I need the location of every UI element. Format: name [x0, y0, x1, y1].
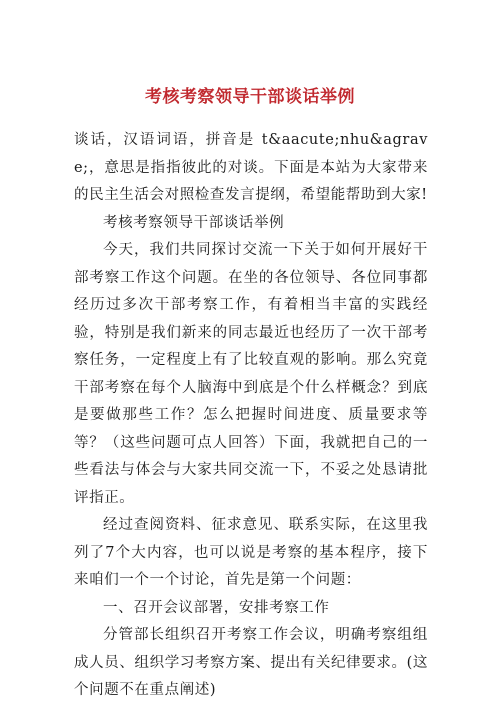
document-body [74, 127, 428, 705]
paragraph-subtitle: 考核考察领导干部谈话举例 [103, 214, 285, 231]
paragraph-intro: 谈话，汉语词语，拼音是 t&aacute;nhu&agrave;，意思是指指彼此的对谈。下面是本站为大家带来的民主生活会对照检查发言提纲，希望能帮助到大家! [74, 132, 428, 203]
paragraph-outline: 经过查阅资料、征求意见、联系实际，在这里我列了7个大内容，也可以说是考察的基本程序，接下来咱们一个一个讨论，首先是第一个问题： [74, 517, 428, 588]
paragraph-opening: 今天，我们共同探讨交流一下关于如何开展好干部考察工作这个问题。在坐的各位领导、各位同事都经历过多次干部考察工作，有着相当丰富的实践经验，特别是我们新来的同志最近也经历了一次干部考察任务，一定程度上有了比较直观的影响。那么究竟干部考察在每个人脑海中到底是个什么样概念？到底是要做那些工作？怎么把握时间进度、质量要求等等？（这些问题可点人回答）下面，我就把自己的一些看法与体会与大家共同交流一下，不妥之处恳请批评指正。 [74, 242, 428, 506]
section-heading-1: 一、召开会议部署，安排考察工作 [103, 599, 330, 616]
document-title: 考核考察领导干部谈话举例 [145, 87, 355, 107]
paragraph-section-1: 分管部长组织召开考察工作会议，明确考察组组成人员、组织学习考察方案、提出有关纪律要求。(这个问题不在重点阐述) [74, 627, 428, 698]
